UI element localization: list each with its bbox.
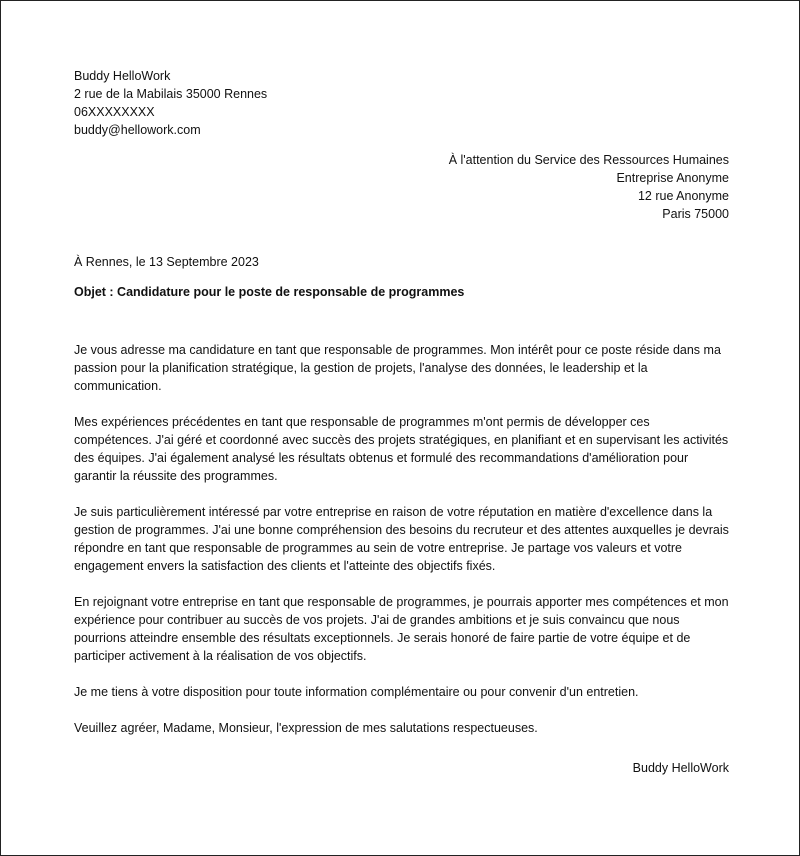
sender-name: Buddy HelloWork — [74, 69, 171, 83]
letter-content — [74, 67, 729, 777]
body-paragraph-contribution: En rejoignant votre entreprise en tant que responsable de programmes, je pourrais apporter mes compétences et mon expérience pour contribuer au succès de vos projets. J'ai de grandes ambitions et je suis convaincu que nous pourrions atteindre ensemble des résultats exceptionnels. Je serais honoré de faire partie de votre équipe et de participer activement à la réalisation de vos objectifs. — [74, 595, 729, 663]
signature: Buddy HelloWork — [632, 761, 729, 775]
letter-date: À Rennes, le 13 Septembre 2023 — [74, 255, 259, 269]
recipient-city: Paris 75000 — [662, 207, 729, 221]
recipient-company: Entreprise Anonyme — [616, 171, 729, 185]
sender-address: 2 rue de la Mabilais 35000 Rennes — [74, 87, 268, 101]
recipient-attention: À l'attention du Service des Ressources Humaines — [448, 153, 729, 167]
letter-subject: Objet : Candidature pour le poste de responsable de programmes — [74, 285, 465, 299]
recipient-block — [74, 151, 729, 223]
body-paragraph-experience: Mes expériences précédentes en tant que responsable de programmes m'ont permis de développer ces compétences. J'ai géré et coordonné avec succès des projets stratégiques, en planifiant et en supervisant les activités des équipes. J'ai également analysé les résultats obtenus et formulé des recommandations d'amélioration pour garantir la réussite des programmes. — [74, 415, 729, 483]
sender-phone: 06XXXXXXXX — [74, 105, 155, 119]
sender-block — [74, 67, 729, 139]
sender-email: buddy@hellowork.com — [74, 123, 201, 137]
body-paragraph-availability: Je me tiens à votre disposition pour toute information complémentaire ou pour convenir d'un entretien. — [74, 685, 639, 699]
body-paragraph-closing: Veuillez agréer, Madame, Monsieur, l'expression de mes salutations respectueuses. — [74, 721, 538, 735]
recipient-street: 12 rue Anonyme — [637, 189, 729, 203]
body-paragraph-motivation: Je suis particulièrement intéressé par votre entreprise en raison de votre réputation en matière d'excellence dans la gestion de programmes. J'ai une bonne compréhension des besoins du recruteur et des attentes auxquelles je devrais répondre en tant que responsable de programmes au sein de votre entreprise. Je partage vos valeurs et votre engagement envers la satisfaction des clients et l'atteinte des objectifs fixés. — [74, 505, 729, 573]
letter-body — [74, 341, 729, 737]
body-paragraph-intro: Je vous adresse ma candidature en tant que responsable de programmes. Mon intérêt pour ce poste réside dans ma passion pour la planification stratégique, la gestion de projets, l'analyse des données, le leadership et la communication. — [74, 343, 721, 393]
